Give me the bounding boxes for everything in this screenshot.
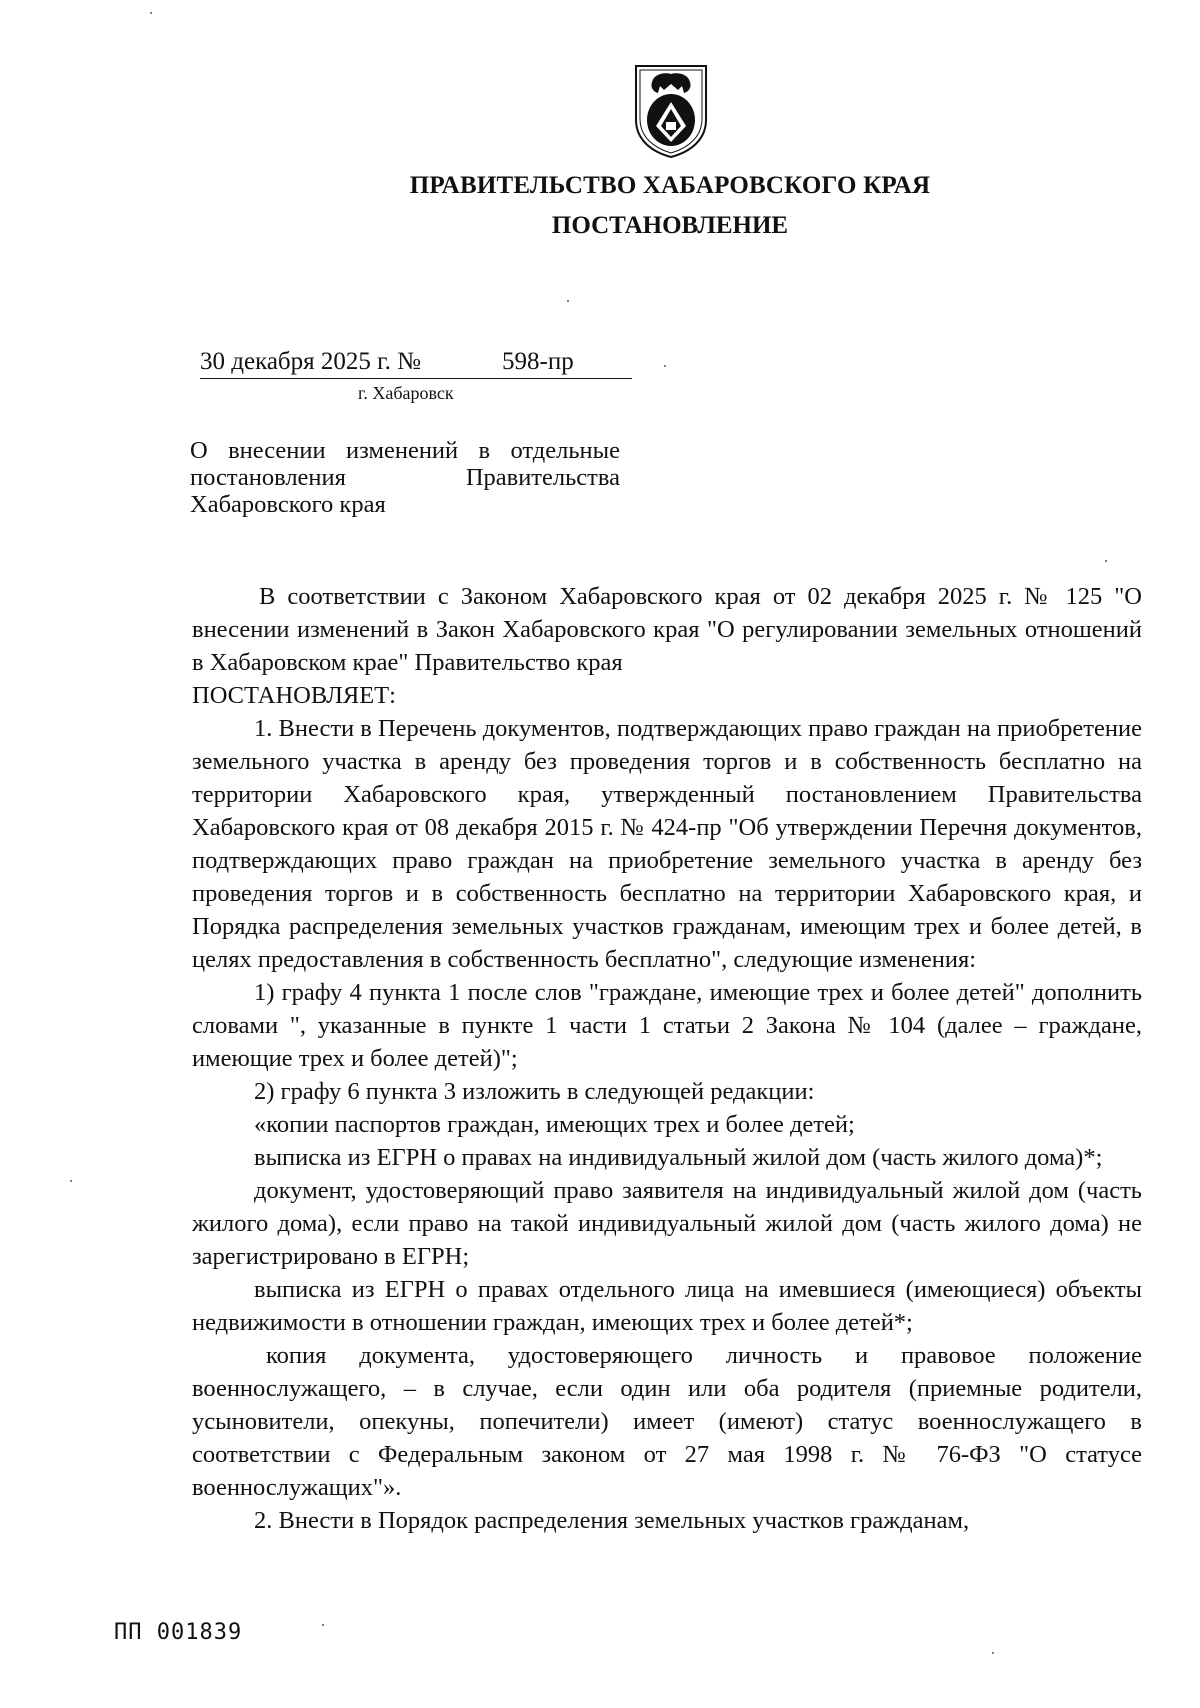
scan-speck: [992, 1652, 994, 1654]
quoted-item-1: «копии паспортов граждан, имеющих трех и более детей;: [254, 1111, 855, 1138]
document-body: [192, 580, 1142, 1537]
document-subject: [190, 437, 620, 518]
paragraph-2: 2. Внести в Порядок распределения земельных участков гражданам,: [254, 1507, 970, 1534]
document-number: 598-пр: [502, 348, 574, 375]
document-city: г. Хабаровск: [358, 383, 454, 403]
serial-number: ПП 001839: [114, 1620, 243, 1645]
scan-speck: [1105, 560, 1107, 562]
subject-line-2: постановления Правительства: [190, 464, 620, 491]
quoted-item-3: документ, удостоверяющий право заявителя на индивидуальный жилой дом (часть жилого дома), если право на такой индивидуальный жилой дом (часть жилого дома) не зарегистрировано в ЕГРН;: [192, 1177, 1142, 1270]
preamble-paragraph: В соответствии с Законом Хабаровского края от 02 декабря 2025 г. № 125 "О внесении изменений в Закон Хабаровского края "О регулировании земельных отношений в Хабаровском крае" Правительство края: [192, 583, 1142, 676]
paragraph-1: 1. Внести в Перечень документов, подтверждающих право граждан на приобретение земельного участка в аренду без проведения торгов и в собственность бесплатно на территории Хабаровского края, утвержденный постановлением Правительства Хабаровского края от 08 декабря 2015 г. № 424-пр "Об утверждении Перечня документов, подтверждающих право граждан на приобретение земельного участка в аренду без проведения торгов и в собственность бесплатно на территории Хабаровского края, и Порядка распределения земельных участков гражданам, имеющим трех и более детей, в целях предоставления в собственность бесплатно", следующие изменения:: [192, 715, 1142, 973]
scan-speck: [567, 300, 569, 302]
document-date: 30 декабря 2025 г. №: [200, 348, 421, 375]
paragraph-1-1: 1) графу 4 пункта 1 после слов "граждане, имеющие трех и более детей" дополнить словами ", указанные в пункте 1 части 1 статьи 2 Закона № 104 (далее – граждане, имеющие трех и более детей)";: [192, 979, 1142, 1072]
document-type: ПОСТАНОВЛЕНИЕ: [551, 212, 789, 239]
scan-speck: [664, 365, 666, 367]
quoted-item-4: выписка из ЕГРН о правах отдельного лица на имевшиеся (имеющиеся) объекты недвижимости в отношении граждан, имеющих трех и более детей*;: [192, 1276, 1142, 1336]
coat-of-arms-icon: [630, 62, 712, 160]
subject-line-3: Хабаровского края: [190, 491, 386, 518]
subject-line-1: О внесении изменений в отдельные: [190, 437, 620, 464]
quoted-item-2: выписка из ЕГРН о правах на индивидуальный жилой дом (часть жилого дома)*;: [254, 1144, 1103, 1171]
organization-title: ПРАВИТЕЛЬСТВО ХАБАРОВСКОГО КРАЯ: [409, 172, 931, 199]
scan-speck: [70, 1180, 72, 1182]
resolves-heading: ПОСТАНОВЛЯЕТ:: [192, 682, 396, 709]
scan-speck: [150, 12, 152, 14]
scan-speck: [322, 1624, 324, 1626]
paragraph-1-2: 2) графу 6 пункта 3 изложить в следующей редакции:: [254, 1078, 815, 1105]
quoted-item-5: копия документа, удостоверяющего личность и правовое положение военнослужащего, – в случае, если один или оба родителя (приемные родители, усыновители, опекуны, попечители) имеет (имеют) статус военнослужащего в соответствии с Федеральным законом от 27 мая 1998 г. № 76-ФЗ "О статусе военнослужащих"».: [192, 1342, 1142, 1501]
